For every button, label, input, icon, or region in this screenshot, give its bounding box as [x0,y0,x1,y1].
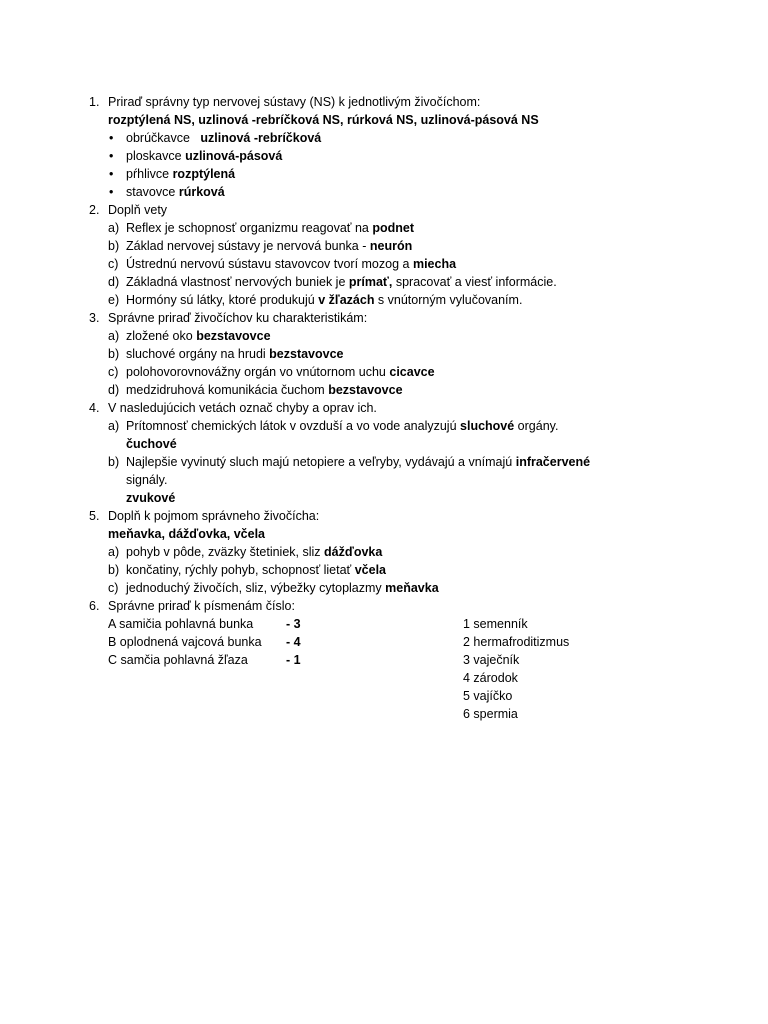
q4-correction [126,435,177,453]
q6-left-label: A samičia pohlavná bunka [108,617,254,631]
q2-item-post: s vnútorným vylučovaním. [374,293,523,307]
q2-item-text: Reflex je schopnosť organizmu reagovať na [126,221,373,235]
bullet-icon: • [109,149,114,163]
q5-options [108,525,265,543]
q6-right-item: 1 semenník [463,617,528,631]
q2-item-letter: c) [108,257,119,271]
q5-text: Doplň k pojmom správneho živočícha: [108,509,320,523]
q3-number: 3. [89,311,100,325]
q2-item-letter: b) [108,239,120,253]
q6-answer-text: - 1 [286,653,301,667]
q6-left-label: B oplodnená vajcová bunka [108,635,262,649]
q3-item [126,327,271,345]
q2-item [126,237,412,255]
q6-left-answer [286,633,301,651]
q6-right-item: 4 zárodok [463,671,518,685]
q6-answer-text: - 4 [286,635,301,649]
q3-item-letter: b) [108,347,120,361]
q1-item-label: ploskavce [126,149,182,163]
q3-item-text: sluchové orgány na hrudi [126,347,270,361]
q6-right-item: 5 vajíčko [463,689,513,703]
q2-item-letter: d) [108,275,120,289]
q5-item-text: pohyb v pôde, zväzky štetiniek, sliz [126,545,325,559]
q5-item-answer: meňavka [385,581,439,595]
q5-options-text: meňavka, dážďovka, včela [108,527,265,541]
q2-item-text: Základná vlastnosť nervových buniek je [126,275,349,289]
q4-correction [126,489,175,507]
q4-item-letter: a) [108,419,120,433]
q3-item-text: medzidruhová komunikácia čuchom [126,383,329,397]
bullet-icon: • [109,131,114,145]
q2-item-post: spracovať a viesť informácie. [392,275,557,289]
q2-item-text: Ústrednú nervovú sústavu stavovcov tvorí mozog a [126,257,413,271]
q2-item-letter: a) [108,221,120,235]
q5-item-letter: b) [108,563,120,577]
q3-item [126,363,435,381]
q6-right-item: 6 spermia [463,707,518,721]
q4-item [126,453,590,471]
q1-options-text: rozptýlená NS, uzlinová -rebríčková NS, rúrková NS, uzlinová-pásová NS [108,113,539,127]
q3-item-letter: d) [108,383,120,397]
q2-item-text: Hormóny sú látky, ktoré produkujú [126,293,319,307]
q2-number: 2. [89,203,100,217]
q3-item-answer: cicavce [389,365,435,379]
q2-item-answer: v žľazách [318,293,375,307]
q4-number: 4. [89,401,100,415]
q1-item [126,147,282,165]
q2-item [126,291,522,309]
q2-item-text: Základ nervovej sústavy je nervová bunka - [126,239,370,253]
q1-item-answer: rúrková [178,185,225,199]
q2-item-answer: miecha [412,257,457,271]
q4-item [126,417,558,435]
q2-item-answer: podnet [372,221,414,235]
q4-text: V nasledujúcich vetách označ chyby a oprav ich. [108,401,377,415]
q5-item-answer: včela [354,563,386,577]
q1-number: 1. [89,95,100,109]
q6-answer-text: - 3 [286,617,301,631]
q6-text: Správne priraď k písmenám číslo: [108,599,295,613]
q1-options [108,111,539,129]
q6-number: 6. [89,599,100,613]
q3-text: Správne priraď živočíchov ku charakteristikám: [108,311,368,325]
q4-item-continuation: signály. [126,473,168,487]
q1-item-answer: uzlinová -rebríčková [200,131,322,145]
q1-item-answer: rozptýlená [172,167,236,181]
q2-item [126,273,557,291]
q6-left-answer [286,651,301,669]
q5-item-text: končatiny, rýchly pohyb, schopnosť lietať [126,563,355,577]
q1-item-label: stavovce [126,185,176,199]
q3-item-answer: bezstavovce [196,329,271,343]
q5-item-answer: dážďovka [324,545,383,559]
q2-item [126,255,456,273]
q1-item [126,165,235,183]
q2-item-answer: neurón [369,239,413,253]
bullet-icon: • [109,185,114,199]
q1-item-label: pŕhlivce [126,167,170,181]
q4-item-post: orgány. [514,419,559,433]
q3-item-letter: c) [108,365,119,379]
q6-left-label: C samčia pohlavná žľaza [108,653,248,667]
q4-item-letter: b) [108,455,120,469]
q2-item-answer: prímať, [348,275,393,289]
q5-number: 5. [89,509,100,523]
q5-item [126,543,382,561]
q2-text: Doplň vety [108,203,168,217]
q5-item-text: jednoduchý živočích, sliz, výbežky cytoplazmy [126,581,386,595]
q1-item [126,129,321,147]
q3-item-letter: a) [108,329,120,343]
q4-correction-text: zvukové [126,491,176,505]
q5-item-letter: c) [108,581,119,595]
q4-item-error: sluchové [460,419,515,433]
q3-item-text: zložené oko [126,329,197,343]
q3-item [126,345,344,363]
q5-item [126,579,439,597]
q2-item [126,219,414,237]
q4-item-error: infračervené [515,455,591,469]
q4-item-text: Najlepšie vyvinutý sluch majú netopiere a veľryby, vydávajú a vnímajú [126,455,516,469]
q6-right-item: 3 vaječník [463,653,520,667]
q2-item-letter: e) [108,293,120,307]
q1-item-label: obrúčkavce [126,131,190,145]
q5-item-letter: a) [108,545,120,559]
q3-item-answer: bezstavovce [328,383,403,397]
q6-left-answer [286,615,301,633]
q3-item-answer: bezstavovce [269,347,344,361]
q3-item [126,381,403,399]
q5-item [126,561,386,579]
q4-correction-text: čuchové [126,437,177,451]
q4-item-text: Prítomnosť chemických látok v ovzduší a vo vode analyzujú [126,419,461,433]
q6-right-item: 2 hermafroditizmus [463,635,570,649]
q3-item-text: polohovorovnovážny orgán vo vnútornom uchu [126,365,390,379]
q1-text: Priraď správny typ nervovej sústavy (NS) k jednotlivým živočíchom: [108,95,481,109]
q1-item-answer: uzlinová-pásová [185,149,283,163]
bullet-icon: • [109,167,114,181]
q1-item [126,183,225,201]
